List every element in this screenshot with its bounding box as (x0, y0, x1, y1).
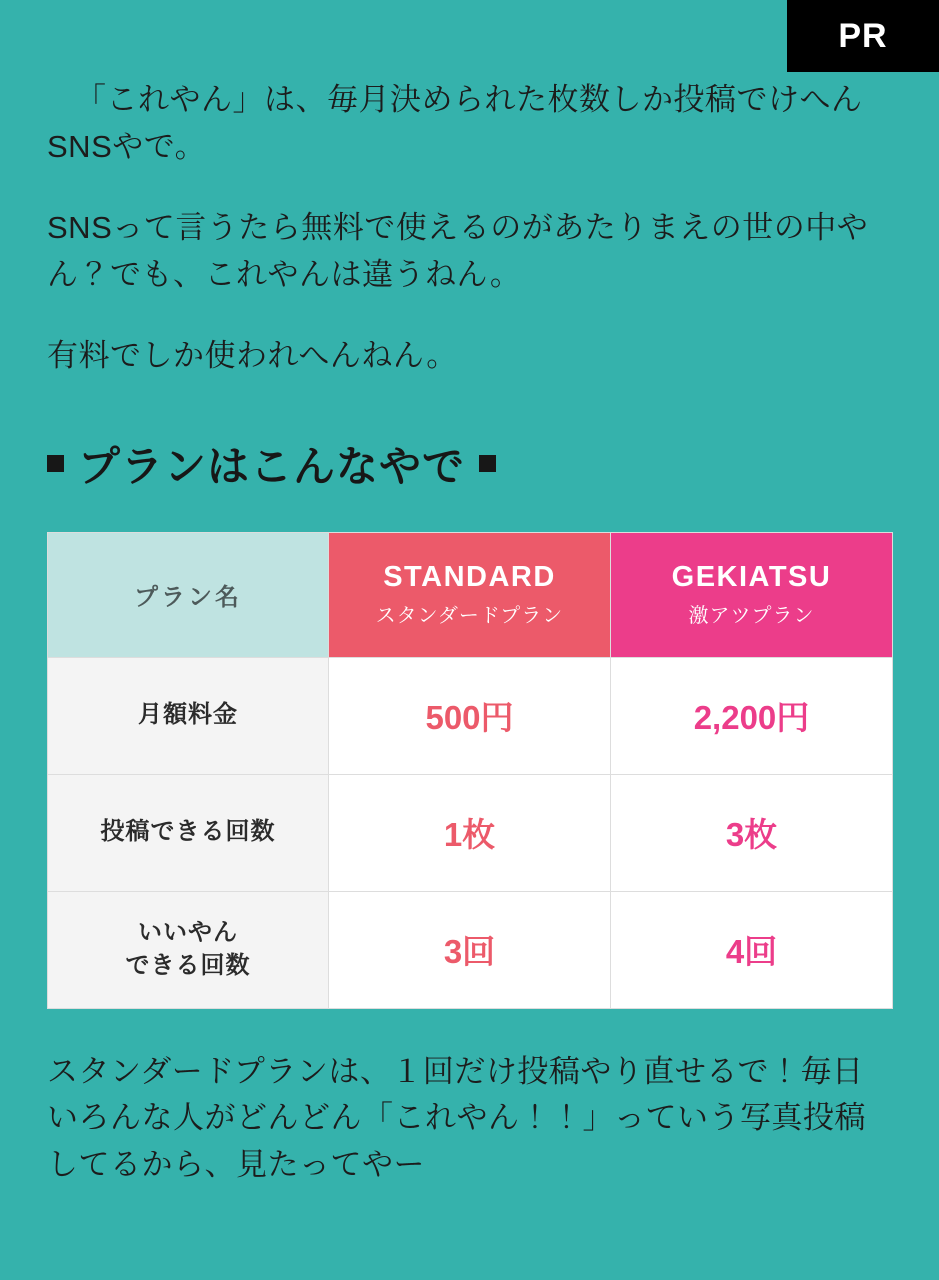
square-bullet-left-icon (47, 455, 64, 472)
table-row (48, 891, 893, 1008)
table-header-gekiatsu (611, 532, 893, 657)
plan-name-jp-standard: スタンダードプラン (375, 604, 564, 627)
intro-paragraph-1: 「これやん」は、毎月決められた枚数しか投稿でけへんSNSやで。 (47, 82, 863, 165)
cell-likes-gekiatsu: 4回 (611, 891, 893, 1008)
row-label-posts: 投稿できる回数 (48, 774, 329, 891)
cell-posts-standard: 1枚 (329, 774, 611, 891)
plan-name-jp-gekiatsu: 激アツプラン (688, 604, 815, 627)
table-row (48, 657, 893, 774)
table-header-standard (329, 532, 611, 657)
cell-posts-gekiatsu: 3枚 (611, 774, 893, 891)
cell-price-gekiatsu: 2,200円 (611, 657, 893, 774)
intro-paragraph-3: 有料でしか使われへんねん。 (47, 338, 458, 374)
row-label-price: 月額料金 (48, 657, 329, 774)
plan-name-en-gekiatsu: GEKIATSU (671, 561, 832, 594)
table-header-label: プラン名 (48, 532, 329, 657)
plan-name-en-standard: STANDARD (383, 561, 556, 594)
row-label-likes (48, 891, 329, 1008)
outro-section (47, 1049, 892, 1189)
pr-badge-label: PR (838, 16, 888, 55)
row-label-likes-line1: いいやん (138, 919, 238, 947)
outro-paragraph-1: スタンダードプランは、１回だけ投稿やり直せるで！毎日いろんな人がどんどん「これやん！！」っていう写真投稿してるから、見たってやー (47, 1053, 866, 1182)
intro-paragraph-2: SNSって言うたら無料で使えるのがあたりまえの世の中やん？でも、これやんは違うねん。 (47, 210, 869, 293)
square-bullet-right-icon (479, 455, 496, 472)
table-header-row (48, 532, 893, 657)
row-label-likes-line2: できる回数 (125, 951, 251, 979)
plan-comparison-table (47, 532, 893, 1009)
article-content (0, 76, 939, 1188)
page-title (47, 434, 892, 494)
pr-badge (787, 0, 939, 72)
cell-price-standard: 500円 (329, 657, 611, 774)
table-row (48, 774, 893, 891)
cell-likes-standard: 3回 (329, 891, 611, 1008)
section-heading-text: プランはこんなやで (78, 442, 466, 490)
